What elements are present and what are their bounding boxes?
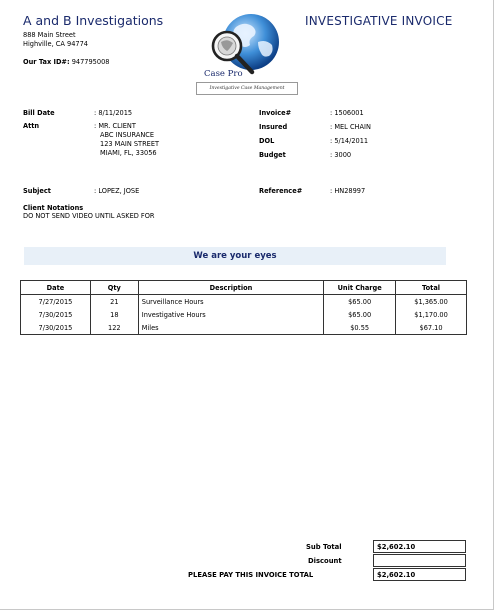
pay-total-value: $2,602.10 [373, 568, 466, 581]
header-qty: Qty [90, 281, 138, 295]
row-qty: 18 [90, 308, 138, 321]
attn-line-2: ABC INSURANCE [100, 131, 155, 139]
reference-value: : HN28997 [330, 187, 366, 195]
slogan-banner: We are your eyes [24, 247, 446, 265]
company-address-line1: 888 Main Street [23, 31, 76, 39]
dol-value: : 5/14/2011 [330, 137, 369, 145]
discount-value [373, 554, 466, 567]
case-pro-logo [196, 12, 299, 94]
row-qty: 122 [90, 321, 138, 335]
pay-total-label: PLEASE PAY THIS INVOICE TOTAL [188, 571, 314, 579]
bill-date-label: Bill Date [23, 109, 55, 117]
tax-id-value: 947795008 [71, 58, 110, 66]
row-date: 7/27/2015 [21, 295, 91, 309]
invoice-number-label: Invoice# [259, 109, 292, 117]
table-row [21, 308, 467, 321]
header-total: Total [396, 281, 467, 295]
row-date: 7/30/2015 [21, 308, 91, 321]
subject-label: Subject [23, 187, 51, 195]
dol-label: DOL [259, 137, 275, 145]
subject-value: : LOPEZ, JOSE [94, 187, 140, 195]
row-total: $1,365.00 [396, 295, 467, 309]
table-header-row [21, 281, 467, 295]
row-qty: 21 [90, 295, 138, 309]
row-unit-charge: $65.00 [324, 308, 396, 321]
row-description: Investigative Hours [138, 308, 323, 321]
table-row [21, 295, 467, 309]
row-total: $1,170.00 [396, 308, 467, 321]
header-date: Date [21, 281, 91, 295]
row-total: $67.10 [396, 321, 467, 335]
subtotal-value: $2,602.10 [373, 540, 466, 553]
company-name: A and B Investigations [23, 13, 164, 28]
header-description: Description [138, 281, 323, 295]
logo-caption: Investigative Case Management [196, 82, 298, 95]
subtotal-label: Sub Total [306, 543, 342, 551]
insured-label: Insured [259, 123, 288, 131]
attn-label: Attn [23, 122, 40, 130]
invoice-title: INVESTIGATIVE INVOICE [305, 14, 453, 28]
row-description: Miles [138, 321, 323, 335]
reference-label: Reference# [259, 187, 303, 195]
row-date: 7/30/2015 [21, 321, 91, 335]
attn-line-1: : MR. CLIENT [94, 122, 136, 130]
attn-line-3: 123 MAIN STREET [100, 140, 160, 148]
budget-value: : 3000 [330, 151, 352, 159]
client-notations-text: DO NOT SEND VIDEO UNTIL ASKED FOR [23, 212, 155, 220]
tax-id-row [23, 58, 109, 66]
insured-value: : MEL CHAIN [330, 123, 371, 131]
company-address-line2: Highville, CA 94774 [23, 40, 88, 48]
line-items-table [20, 280, 467, 335]
row-unit-charge: $0.55 [324, 321, 396, 335]
row-description: Surveillance Hours [138, 295, 323, 309]
tax-id-label: Our Tax ID#: [23, 58, 70, 66]
logo-name: Case Pro [204, 69, 243, 79]
table-row [21, 321, 467, 335]
budget-label: Budget [259, 151, 286, 159]
header-unit-charge: Unit Charge [324, 281, 396, 295]
bill-date-value: : 8/11/2015 [94, 109, 133, 117]
client-notations-label: Client Notations [23, 204, 84, 212]
invoice-number-value: : 1506001 [330, 109, 364, 117]
discount-label: Discount [308, 557, 342, 565]
row-unit-charge: $65.00 [324, 295, 396, 309]
attn-line-4: MIAMI, FL, 33056 [100, 149, 157, 157]
